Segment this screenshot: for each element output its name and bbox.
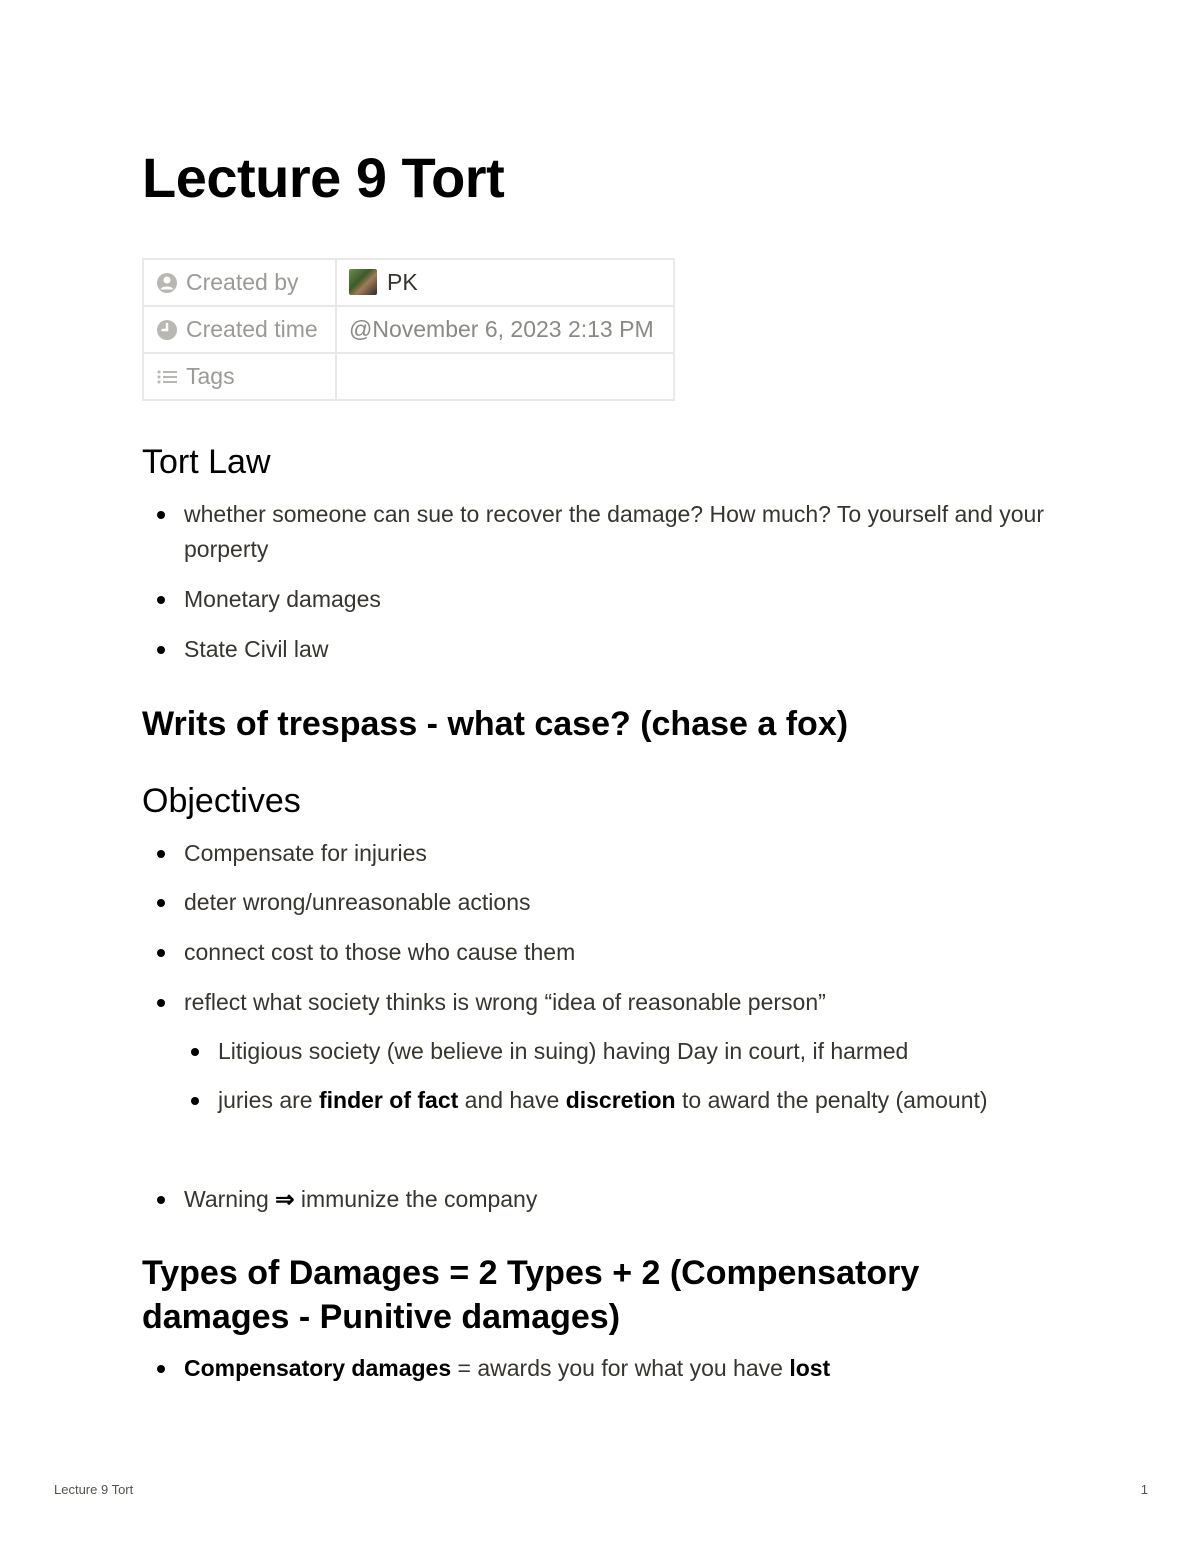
list-item: reflect what society thinks is wrong “idea of reasonable person”: [184, 985, 1044, 1020]
property-row-created-by: [143, 259, 674, 306]
sub-list-item: Litigious society (we believe in suing) having Day in court, if harmed: [218, 1034, 1038, 1069]
property-value-created-by[interactable]: [336, 259, 674, 306]
list-item: connect cost to those who cause them: [184, 935, 1044, 970]
bold-text: lost: [789, 1355, 831, 1381]
heading-tort-law: Tort Law: [142, 443, 271, 481]
heading-writs: Writs of trespass - what case? (chase a fox): [142, 705, 849, 743]
footer-title: Lecture 9 Tort: [54, 1482, 134, 1497]
creator-name: PK: [387, 269, 418, 295]
page-title: Lecture 9 Tort: [142, 146, 505, 209]
property-value-created-time[interactable]: [336, 306, 674, 353]
clock-icon: [156, 319, 178, 341]
list-item: Compensatory damages = awards you for what you have lost: [184, 1351, 1044, 1386]
bold-text: finder of fact: [318, 1087, 459, 1113]
property-name-created-time: [143, 306, 336, 353]
property-row-tags: [143, 353, 674, 400]
property-name-created-by: [143, 259, 336, 306]
property-label: Tags: [186, 363, 235, 389]
bold-text: Compensatory damages: [184, 1355, 452, 1381]
property-label: Created time: [186, 316, 318, 342]
created-time-value: @November 6, 2023 2:13 PM: [349, 316, 654, 342]
property-name-tags: [143, 353, 336, 400]
bold-text: discretion: [565, 1087, 676, 1113]
property-value-tags[interactable]: [336, 353, 674, 400]
properties-table: [142, 258, 675, 401]
list-item: deter wrong/unreasonable actions: [184, 885, 1044, 920]
list-item: Compensate for injuries: [184, 836, 1044, 871]
avatar: [349, 269, 377, 295]
heading-objectives: Objectives: [142, 782, 301, 820]
page-number: 1: [1140, 1482, 1148, 1497]
list-item: State Civil law: [184, 632, 1044, 667]
property-row-created-time: [143, 306, 674, 353]
property-label: Created by: [186, 269, 299, 295]
list-icon: [156, 366, 178, 388]
heading-types-of-damages: Types of Damages = 2 Types + 2 (Compensatory damages - Punitive damages): [142, 1254, 920, 1336]
list-item: whether someone can sue to recover the damage? How much? To yourself and your porperty: [184, 497, 1044, 567]
list-item: Monetary damages: [184, 582, 1044, 617]
person-icon: [156, 272, 178, 294]
arrow-icon: ⇒: [275, 1186, 295, 1212]
sub-list-item: juries are finder of fact and have discretion to award the penalty (amount): [218, 1083, 1038, 1118]
list-item: Warning ⇒ immunize the company: [184, 1182, 1044, 1217]
